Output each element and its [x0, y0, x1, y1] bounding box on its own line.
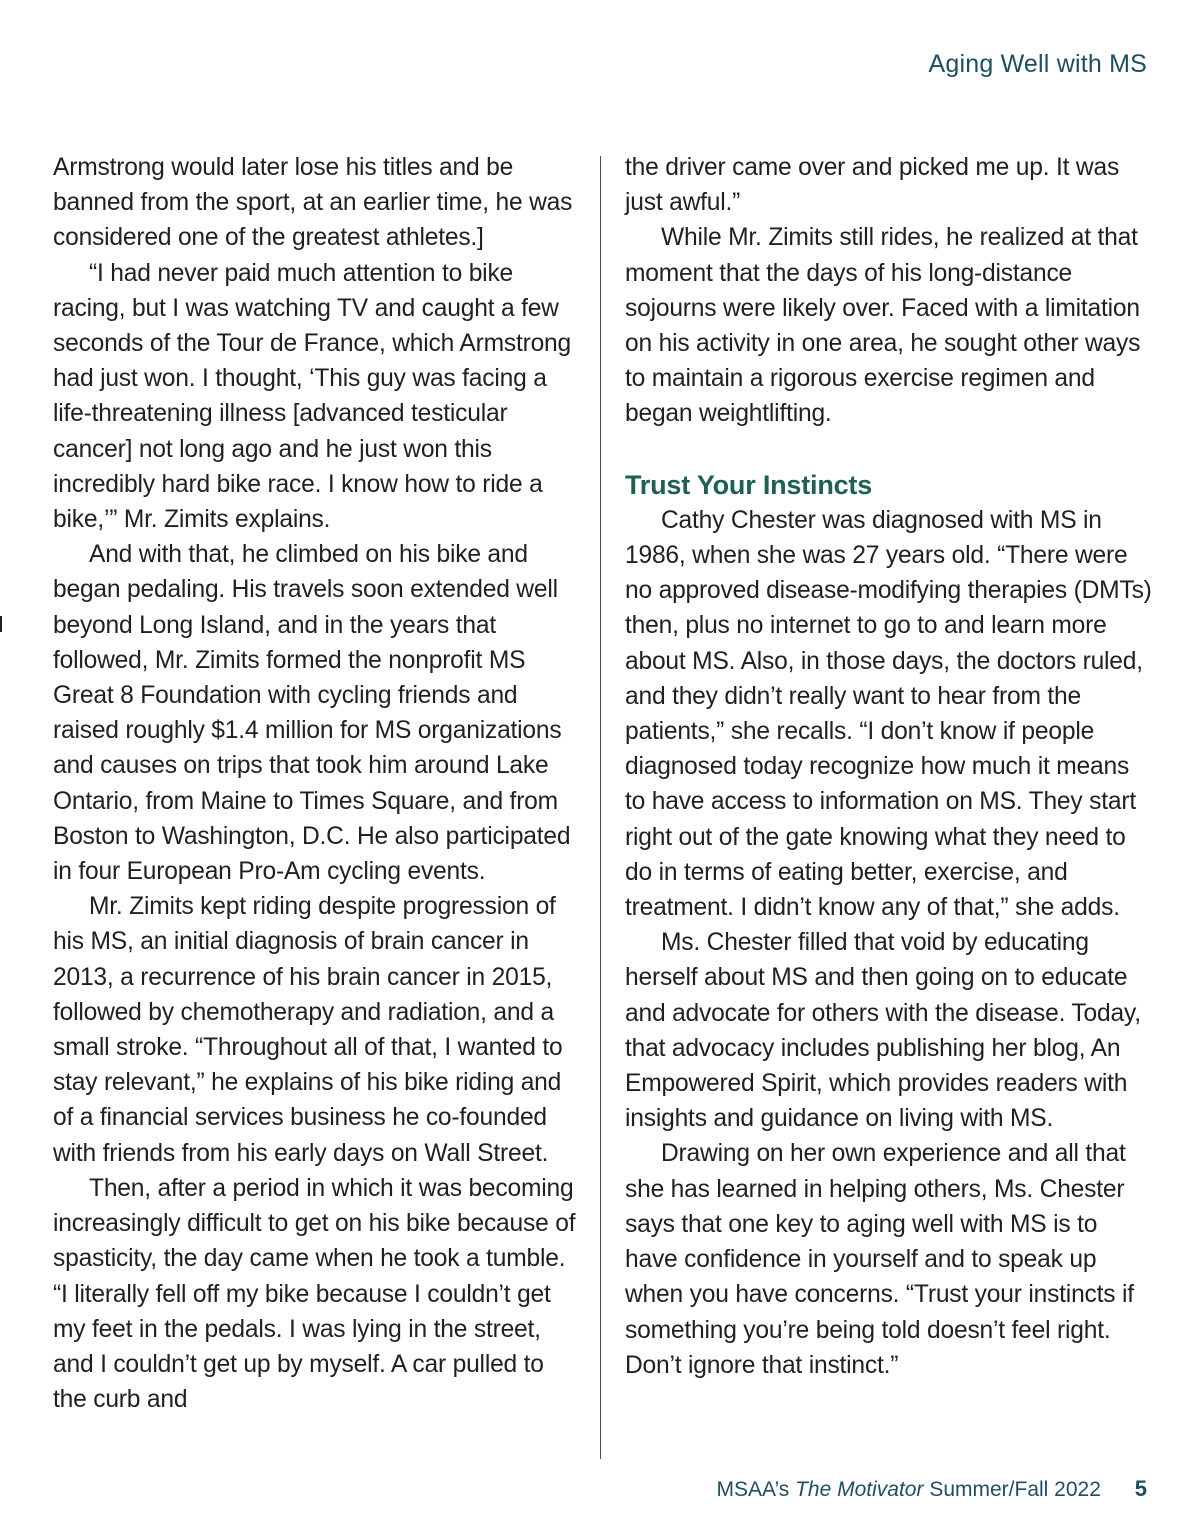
body-paragraph: Mr. Zimits kept riding despite progression of his MS, an initial diagnosis of brain cancer in 2013, a recurrence of his brain cancer in 2015, followed by chemotherapy and radiation, and a small stroke. “Throughout all of that, I wanted to stay relevant,” he explains of his bike riding and of a financial services business he co-founded with friends from his early days on Wall Street. — [53, 893, 563, 1167]
footer-publication: The Motivator — [795, 1478, 924, 1501]
section-subhead: Trust Your Instincts — [625, 469, 873, 500]
body-paragraph: While Mr. Zimits still rides, he realized at that moment that the days of his long-distance sojourns were likely over. Faced with a limitation on his activity in one area, he sought other ways to maintain a rigorous exercise regimen and began weightlifting. — [625, 224, 1141, 428]
right-column — [625, 150, 1155, 1383]
page-number: 5 — [1134, 1476, 1147, 1501]
column-divider — [600, 156, 601, 1459]
body-paragraph: Ms. Chester filled that void by educating herself about MS and then going on to educate and advocate for others with the disease. Today, that advocacy includes publishing her blog, An Empowered Spirit, which provides readers with insights and guidance on living with MS. — [625, 929, 1141, 1133]
footer-issue: Summer/Fall 2022 — [929, 1478, 1101, 1501]
body-paragraph: Armstrong would later lose his titles and be banned from the sport, at an earlier time, he was considered one of the greatest athletes.] — [53, 154, 573, 252]
body-paragraph: Drawing on her own experience and all that she has learned in helping others, Ms. Chester says that one key to aging well with MS is to have confidence in yourself and to speak up when you have concerns. “Trust your instincts if something you’re being told doesn’t feel right. Don’t ignore that instinct.” — [625, 1140, 1134, 1379]
body-paragraph: Cathy Chester was diagnosed with MS in 1986, when she was 27 years old. “There were no approved disease-modifying therapies (DMTs) then, plus no internet to go to and learn more about MS. Also, in those days, the doctors ruled, and they didn’t really want to hear from the patients,” she recalls. “I don’t know if people diagnosed today recognize how much it means to have access to information on MS. They start right out of the gate knowing what they need to do in terms of eating better, exercise, and treatment. I didn’t know any of that,” she adds. — [625, 506, 1152, 922]
body-paragraph: “I had never paid much attention to bike racing, but I was watching TV and caught a few seconds of the Tour de France, which Armstrong had just won. I thought, ‘This guy was facing a life-threatening illness [advanced testicular cancer] not long ago and he just won this incredibly hard bike race. I know how to ride a bike,’” Mr. Zimits explains. — [53, 259, 572, 534]
page-footer — [717, 1476, 1148, 1502]
body-paragraph: And with that, he climbed on his bike and began pedaling. His travels soon extended well beyond Long Island, and in the years that followed, Mr. Zimits formed the nonprofit MS Great 8 Foundation with cycling friends and raised roughly $1.4 million for MS organizations and causes on trips that took him around Lake Ontario, from Maine to Times Square, and from Boston to Washington, D.C. He also participated in four European Pro-Am cycling events. — [53, 541, 571, 886]
body-paragraph: the driver came over and picked me up. It was just awful.” — [625, 154, 1120, 217]
body-paragraph: Then, after a period in which it was becoming increasingly difficult to get on his bike because of spasticity, the day came when he took a tumble. “I literally fell off my bike because I couldn’t get my feet in the pedals. I was lying in the street, and I couldn’t get up by myself. A car pulled to the curb and — [53, 1174, 576, 1414]
page-edge-mark — [0, 616, 2, 632]
left-column — [53, 150, 583, 1417]
footer-publisher: MSAA’s — [716, 1478, 790, 1501]
running-head: Aging Well with MS — [928, 50, 1147, 78]
